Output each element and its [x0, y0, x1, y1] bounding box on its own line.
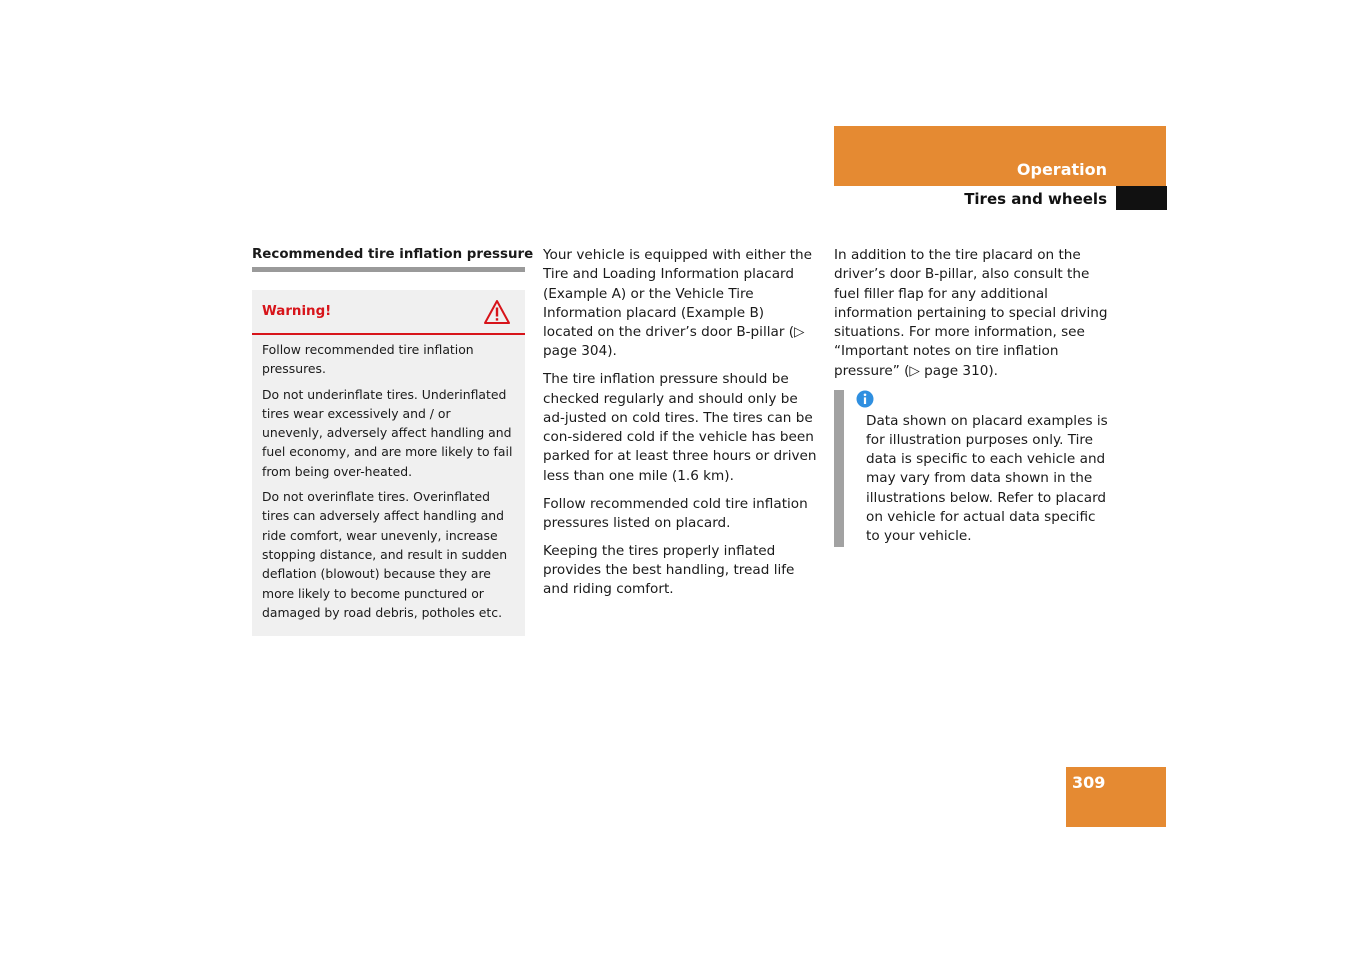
- body-paragraph: Follow recommended cold tire inflation pressures listed on placard.: [543, 495, 808, 531]
- heading-recommended-tire-inflation-pressure: Recommended tire inflation pressure: [252, 246, 525, 272]
- body-paragraph: Your vehicle is equipped with either the Tire and Loading Information placard (Example A) or the Vehicle Tire Information placard (Example B) located on the driver’s door B-pillar (▷ page 304).: [543, 247, 813, 360]
- info-text: Data shown on placard examples is for illustration purposes only. Tire data is specific to each vehicle and may vary from data shown in the illustrations below. Refer to placard on vehicle for actual data specific to your vehicle.: [866, 412, 1108, 545]
- header-band: [834, 126, 1166, 186]
- warning-paragraph: Do not underinflate tires. Underinflated tires wear excessively and / or unevenly, adversely affect handling and fuel economy, and are more likely to fail from being over-heated.: [262, 386, 513, 479]
- warning-body: [252, 335, 525, 622]
- warning-label: Warning!: [262, 303, 332, 319]
- header-marker: [1116, 186, 1167, 210]
- warning-paragraph: Follow recommended tire inflation pressures.: [262, 342, 474, 377]
- column-2: [543, 246, 818, 608]
- warning-header: [252, 290, 525, 335]
- subsection-title: Tires and wheels: [964, 190, 1107, 208]
- warning-triangle-icon: [483, 299, 511, 325]
- body-paragraph: In addition to the tire placard on the driver’s door B-pillar, also consult the fuel filler flap for any additional information pertaining to special driving situations. For more information, see “Important notes on tire inflation pressure” (▷ page 310).: [834, 247, 1108, 379]
- info-icon: [856, 390, 874, 408]
- body-paragraph: The tire inflation pressure should be checked regularly and should only be ad-justed on cold tires. The tires can be con-sidered cold if the vehicle has been parked for at least three hours or driven less than one mile (1.6 km).: [543, 371, 817, 484]
- body-paragraph: Keeping the tires properly inflated provides the best handling, tread life and riding comfort.: [543, 542, 795, 598]
- column-1: [252, 246, 534, 636]
- warning-box: [252, 290, 525, 636]
- page-number-box: [1066, 767, 1166, 827]
- section-title: Operation: [1016, 160, 1107, 179]
- warning-paragraph: Do not overinflate tires. Overinflated tires can adversely affect handling and ride comfort, wear unevenly, increase stopping distance, and result in sudden deflation (blowout) because they are more likely to become punctured or damaged by road debris, potholes etc.: [262, 489, 508, 620]
- column-3: [834, 246, 1109, 547]
- page-number: 309: [1072, 773, 1106, 792]
- info-box: [834, 390, 1109, 547]
